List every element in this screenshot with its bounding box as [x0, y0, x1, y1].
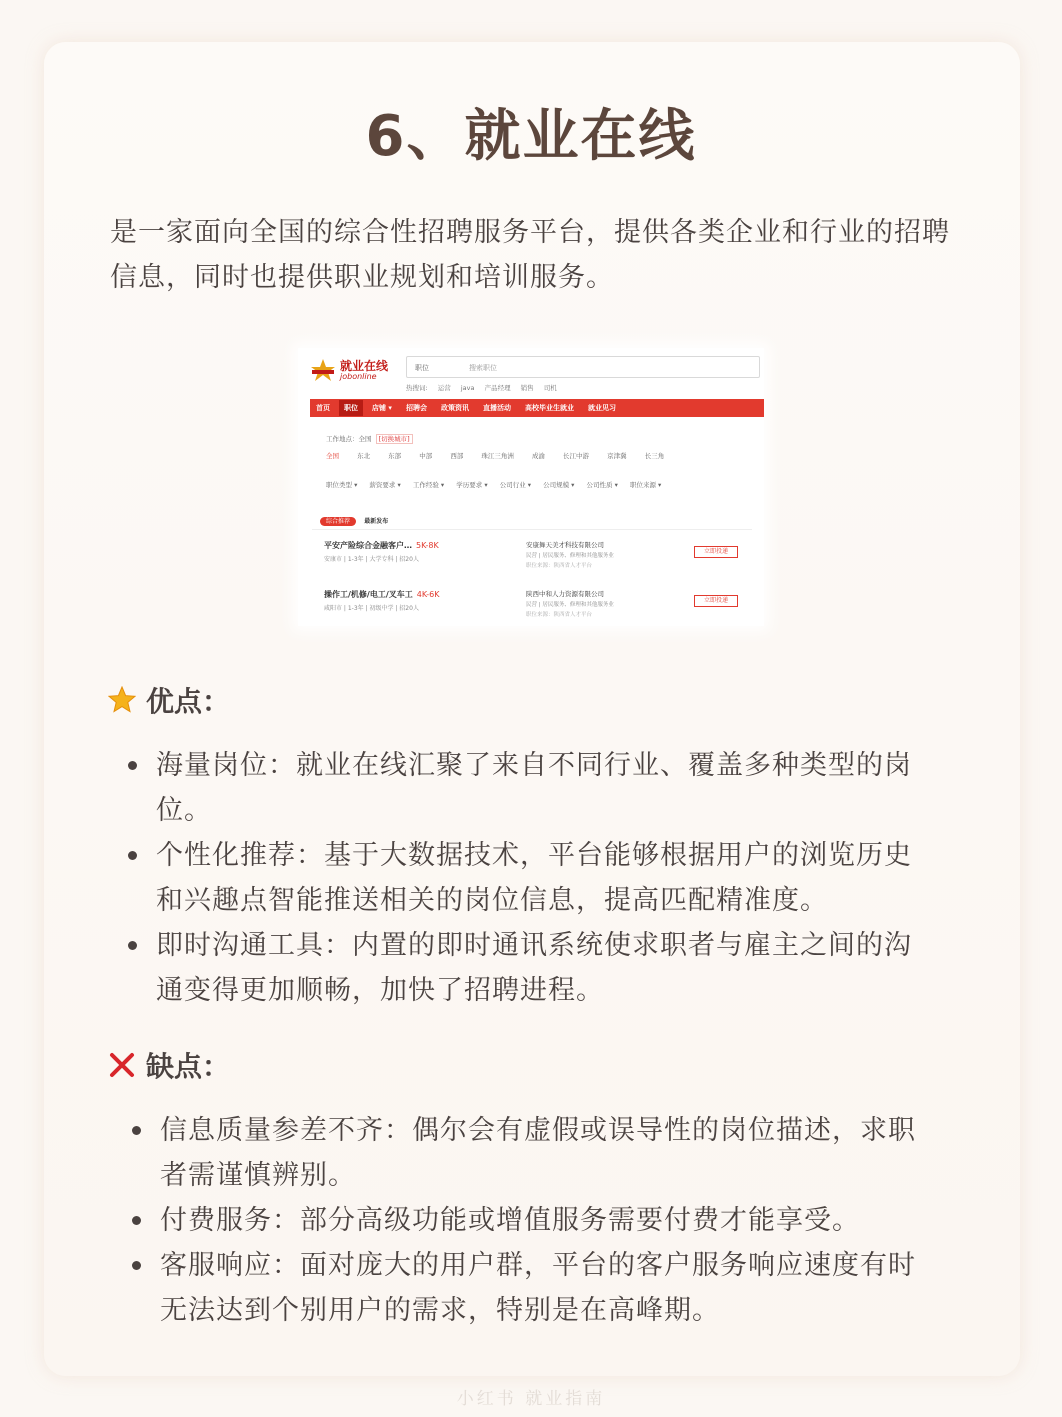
region-item: 珠江三角洲 [481, 452, 514, 460]
hot-word: 司机 [543, 384, 557, 392]
hot-label: 热搜词: [406, 384, 428, 392]
intro-paragraph: 是一家面向全国的综合性招聘服务平台，提供各类企业和行业的招聘信息，同时也提供职业规划和培训服务。 [110, 217, 950, 293]
company-name: 陕西中和人力资源有限公司 [526, 590, 604, 598]
condition-item: 工作经验 ▾ [412, 481, 445, 489]
region-item: 全国 [326, 452, 339, 460]
pros-item: 海量岗位：就业在线汇聚了来自不同行业、覆盖多种类型的岗位。 [126, 743, 926, 833]
region-item: 西部 [450, 452, 464, 460]
cons-list [130, 1108, 930, 1333]
nav-item: 招聘会 [405, 404, 427, 412]
cons-item: 付费服务：部分高级功能或增值服务需要付费才能享受。 [130, 1198, 930, 1243]
hot-word: java [460, 384, 475, 392]
hot-words [406, 383, 565, 392]
cons-item: 客服响应：面对庞大的用户群，平台的客户服务响应速度有时无法达到个别用户的需求，特别是在高峰期。 [130, 1243, 930, 1333]
star-icon [108, 686, 136, 714]
site-logo [310, 356, 394, 384]
company-info: 民营 | 居民服务、修理和其他服务业 [526, 602, 614, 608]
company-name: 安康舞天美才科技有限公司 [526, 541, 604, 549]
pros-heading [108, 680, 230, 720]
condition-item: 学历要求 ▾ [456, 481, 488, 489]
nav-item: 直播活动 [482, 404, 511, 412]
listing-tabs [320, 516, 388, 525]
site-nav-bar [310, 399, 764, 417]
region-item: 长三角 [644, 452, 665, 460]
condition-item: 职位来源 ▾ [629, 481, 662, 489]
pros-list [126, 743, 926, 1013]
apply-button: 立即投递 [694, 595, 738, 607]
company-info: 民营 | 居民服务、修理和其他服务业 [526, 553, 614, 559]
watermark: 小红书 就业指南 [456, 1389, 606, 1409]
nav-item: 首页 [316, 404, 330, 412]
search-placeholder: 搜索职位 [469, 364, 497, 372]
condition-item: 公司行业 ▾ [499, 481, 532, 489]
condition-row [326, 480, 756, 489]
nav-item: 政策资讯 [440, 404, 469, 412]
job-meta: 咸阳市 | 1-3年 | 初级中学 | 招20人 [324, 605, 419, 612]
condition-item: 薪资要求 ▾ [369, 481, 401, 489]
region-item: 长江中游 [563, 452, 590, 460]
pros-item: 即时沟通工具：内置的即时通讯系统使求职者与雇主之间的沟通变得更加顺畅，加快了招聘进程。 [126, 923, 926, 1013]
pros-label: 优点： [146, 685, 231, 718]
region-item: 成渝 [531, 452, 545, 460]
job-listing [324, 540, 744, 584]
region-item: 东部 [388, 452, 402, 460]
logo-text: 就业在线 [340, 359, 389, 373]
cons-item: 信息质量参差不齐：偶尔会有虚假或误导性的岗位描述，求职者需谨慎辨别。 [130, 1108, 930, 1198]
cross-icon [108, 1051, 136, 1079]
nav-item: 就业见习 [587, 404, 616, 412]
region-item: 中部 [419, 452, 433, 460]
apply-button: 立即投递 [694, 546, 738, 558]
nav-item: 高校毕业生就业 [524, 404, 574, 412]
job-salary: 5K-8K [416, 541, 439, 550]
tab-latest: 最新发布 [364, 518, 389, 525]
nav-item: 店铺 ▾ [372, 404, 392, 412]
condition-item: 公司性质 ▾ [586, 481, 618, 489]
cons-label: 缺点： [146, 1050, 231, 1083]
job-listing [324, 589, 744, 633]
hot-word: 运营 [437, 384, 451, 392]
region-item: 京津冀 [607, 452, 627, 460]
condition-item: 职位类型 ▾ [326, 481, 358, 489]
location-label: 工作地点：全国 [326, 435, 372, 443]
job-salary: 4K-6K [416, 590, 440, 599]
search-category: 职位 [415, 364, 429, 372]
job-source: 职位来源：陕西省人才平台 [526, 612, 593, 618]
page-title: 6、就业在线 [365, 104, 697, 169]
site-filters [326, 434, 756, 489]
cons-heading [108, 1045, 230, 1085]
logo-icon [310, 358, 336, 382]
job-title-row [324, 540, 439, 551]
region-row [326, 451, 756, 460]
region-item: 东北 [357, 452, 371, 460]
job-title: 操作工/机修/电工/叉车工 [324, 590, 413, 599]
location-switch: [切换城市] [376, 434, 413, 444]
job-source: 职位来源：陕西省人才平台 [526, 563, 593, 569]
nav-item-active: 职位 [339, 400, 363, 416]
job-meta: 安康市 | 1-3年 | 大学专科 | 招20人 [324, 556, 419, 563]
site-search-box [406, 356, 760, 378]
hot-word: 销售 [520, 384, 534, 392]
location-row [326, 434, 756, 443]
logo-text-en: jobonline [340, 372, 377, 381]
hot-word: 产品经理 [484, 384, 511, 392]
tab-recommended: 综合推荐 [320, 517, 356, 526]
divider [312, 529, 752, 530]
website-screenshot [298, 348, 764, 626]
job-title-row [324, 589, 439, 600]
condition-item: 公司规模 ▾ [543, 481, 575, 489]
job-title: 平安产险综合金融客户… [324, 541, 412, 550]
pros-item: 个性化推荐：基于大数据技术，平台能够根据用户的浏览历史和兴趣点智能推送相关的岗位信息，提高匹配精准度。 [126, 833, 926, 923]
